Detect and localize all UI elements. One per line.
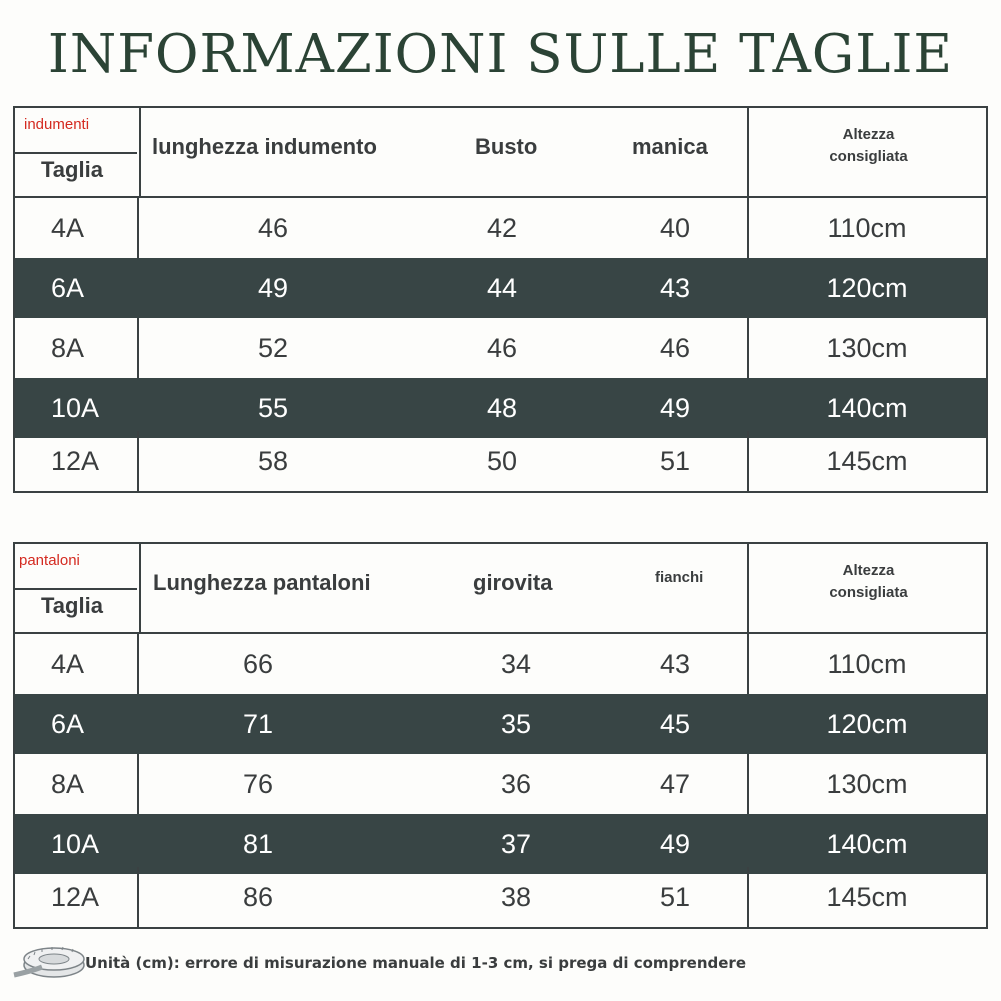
height-header-line2: consigliata: [829, 584, 908, 601]
size-cell: 10A: [51, 829, 100, 859]
column-header-waist: girovita: [473, 570, 553, 595]
height-header-line2: consigliata: [829, 148, 908, 165]
value-cell: 37: [500, 829, 532, 859]
size-cell: 12A: [51, 446, 100, 476]
value-cell: 43: [659, 273, 691, 303]
value-cell: 86: [242, 882, 274, 912]
table-row: [15, 258, 986, 318]
height-cell: 130cm: [826, 333, 908, 363]
value-cell: 35: [500, 709, 532, 739]
height-cell: 120cm: [826, 709, 908, 739]
measurement-note: Unità (cm): errore di misurazione manuale di 1-3 cm, si prega di comprendere: [85, 954, 746, 972]
value-cell: 49: [257, 273, 289, 303]
value-cell: 76: [242, 769, 274, 799]
value-cell: 36: [500, 769, 532, 799]
height-header-line1: Altezza: [842, 562, 895, 579]
value-cell: 47: [659, 769, 691, 799]
height-header: [749, 560, 988, 604]
size-header: Taglia: [41, 593, 103, 618]
size-cell: 4A: [51, 213, 85, 243]
measuring-tape-icon: [12, 945, 92, 981]
pants-size-table: [13, 542, 988, 929]
value-cell: 81: [242, 829, 274, 859]
value-cell: 66: [242, 649, 274, 679]
height-cell: 130cm: [826, 769, 908, 799]
value-cell: 50: [486, 446, 518, 476]
table-row: [15, 814, 986, 874]
clothing-size-table: [13, 106, 988, 493]
column-header-bust: Busto: [475, 134, 538, 159]
size-header-cell: [15, 544, 141, 632]
value-cell: 51: [659, 446, 691, 476]
value-cell: 49: [659, 393, 691, 423]
height-cell: 140cm: [826, 829, 908, 859]
table-row: [15, 198, 986, 258]
column-header-hips: fianchi: [655, 569, 704, 586]
value-cell: 71: [242, 709, 274, 739]
value-cell: 45: [659, 709, 691, 739]
value-cell: 51: [659, 882, 691, 912]
value-cell: 48: [486, 393, 518, 423]
height-cell: 140cm: [826, 393, 908, 423]
header-divider: [15, 152, 137, 154]
height-cell: 110cm: [827, 649, 907, 679]
size-cell: 6A: [51, 273, 85, 303]
value-cell: 46: [659, 333, 691, 363]
value-cell: 40: [659, 213, 691, 243]
size-cell: 12A: [51, 882, 100, 912]
table-row: [15, 378, 986, 438]
height-cell: 110cm: [827, 213, 907, 243]
value-cell: 43: [659, 649, 691, 679]
table-header: [15, 544, 986, 634]
size-header: Taglia: [41, 157, 103, 182]
table-header: [15, 108, 986, 198]
category-label: pantaloni: [19, 552, 80, 569]
value-cell: 58: [257, 446, 289, 476]
header-divider: [15, 588, 137, 590]
column-header-sleeve: manica: [632, 134, 708, 159]
footer: [12, 945, 992, 981]
height-cell: 145cm: [826, 882, 908, 912]
height-header: [749, 124, 988, 168]
page-title: INFORMAZIONI SULLE TAGLIE: [47, 24, 954, 85]
size-cell: 4A: [51, 649, 85, 679]
column-header-length: lunghezza indumento: [152, 134, 377, 159]
value-cell: 46: [257, 213, 289, 243]
category-label: indumenti: [24, 116, 90, 133]
value-cell: 42: [486, 213, 518, 243]
table-row: [15, 634, 986, 694]
value-cell: 34: [500, 649, 532, 679]
value-cell: 49: [659, 829, 691, 859]
size-cell: 10A: [51, 393, 100, 423]
size-header-cell: [15, 108, 141, 196]
table-row: [15, 867, 986, 927]
value-cell: 46: [486, 333, 518, 363]
value-cell: 38: [500, 882, 532, 912]
height-cell: 120cm: [826, 273, 908, 303]
size-cell: 8A: [51, 333, 85, 363]
height-header-cell: [747, 544, 988, 632]
column-header-pants-length: Lunghezza pantaloni: [153, 570, 371, 595]
height-header-line1: Altezza: [842, 126, 895, 143]
table-row: [15, 754, 986, 814]
height-cell: 145cm: [826, 446, 908, 476]
table-row: [15, 694, 986, 754]
table-row: [15, 318, 986, 378]
value-cell: 55: [257, 393, 289, 423]
size-cell: 6A: [51, 709, 85, 739]
value-cell: 52: [257, 333, 289, 363]
value-cell: 44: [486, 273, 518, 303]
size-cell: 8A: [51, 769, 85, 799]
table-row: [15, 431, 986, 491]
height-header-cell: [747, 108, 988, 196]
